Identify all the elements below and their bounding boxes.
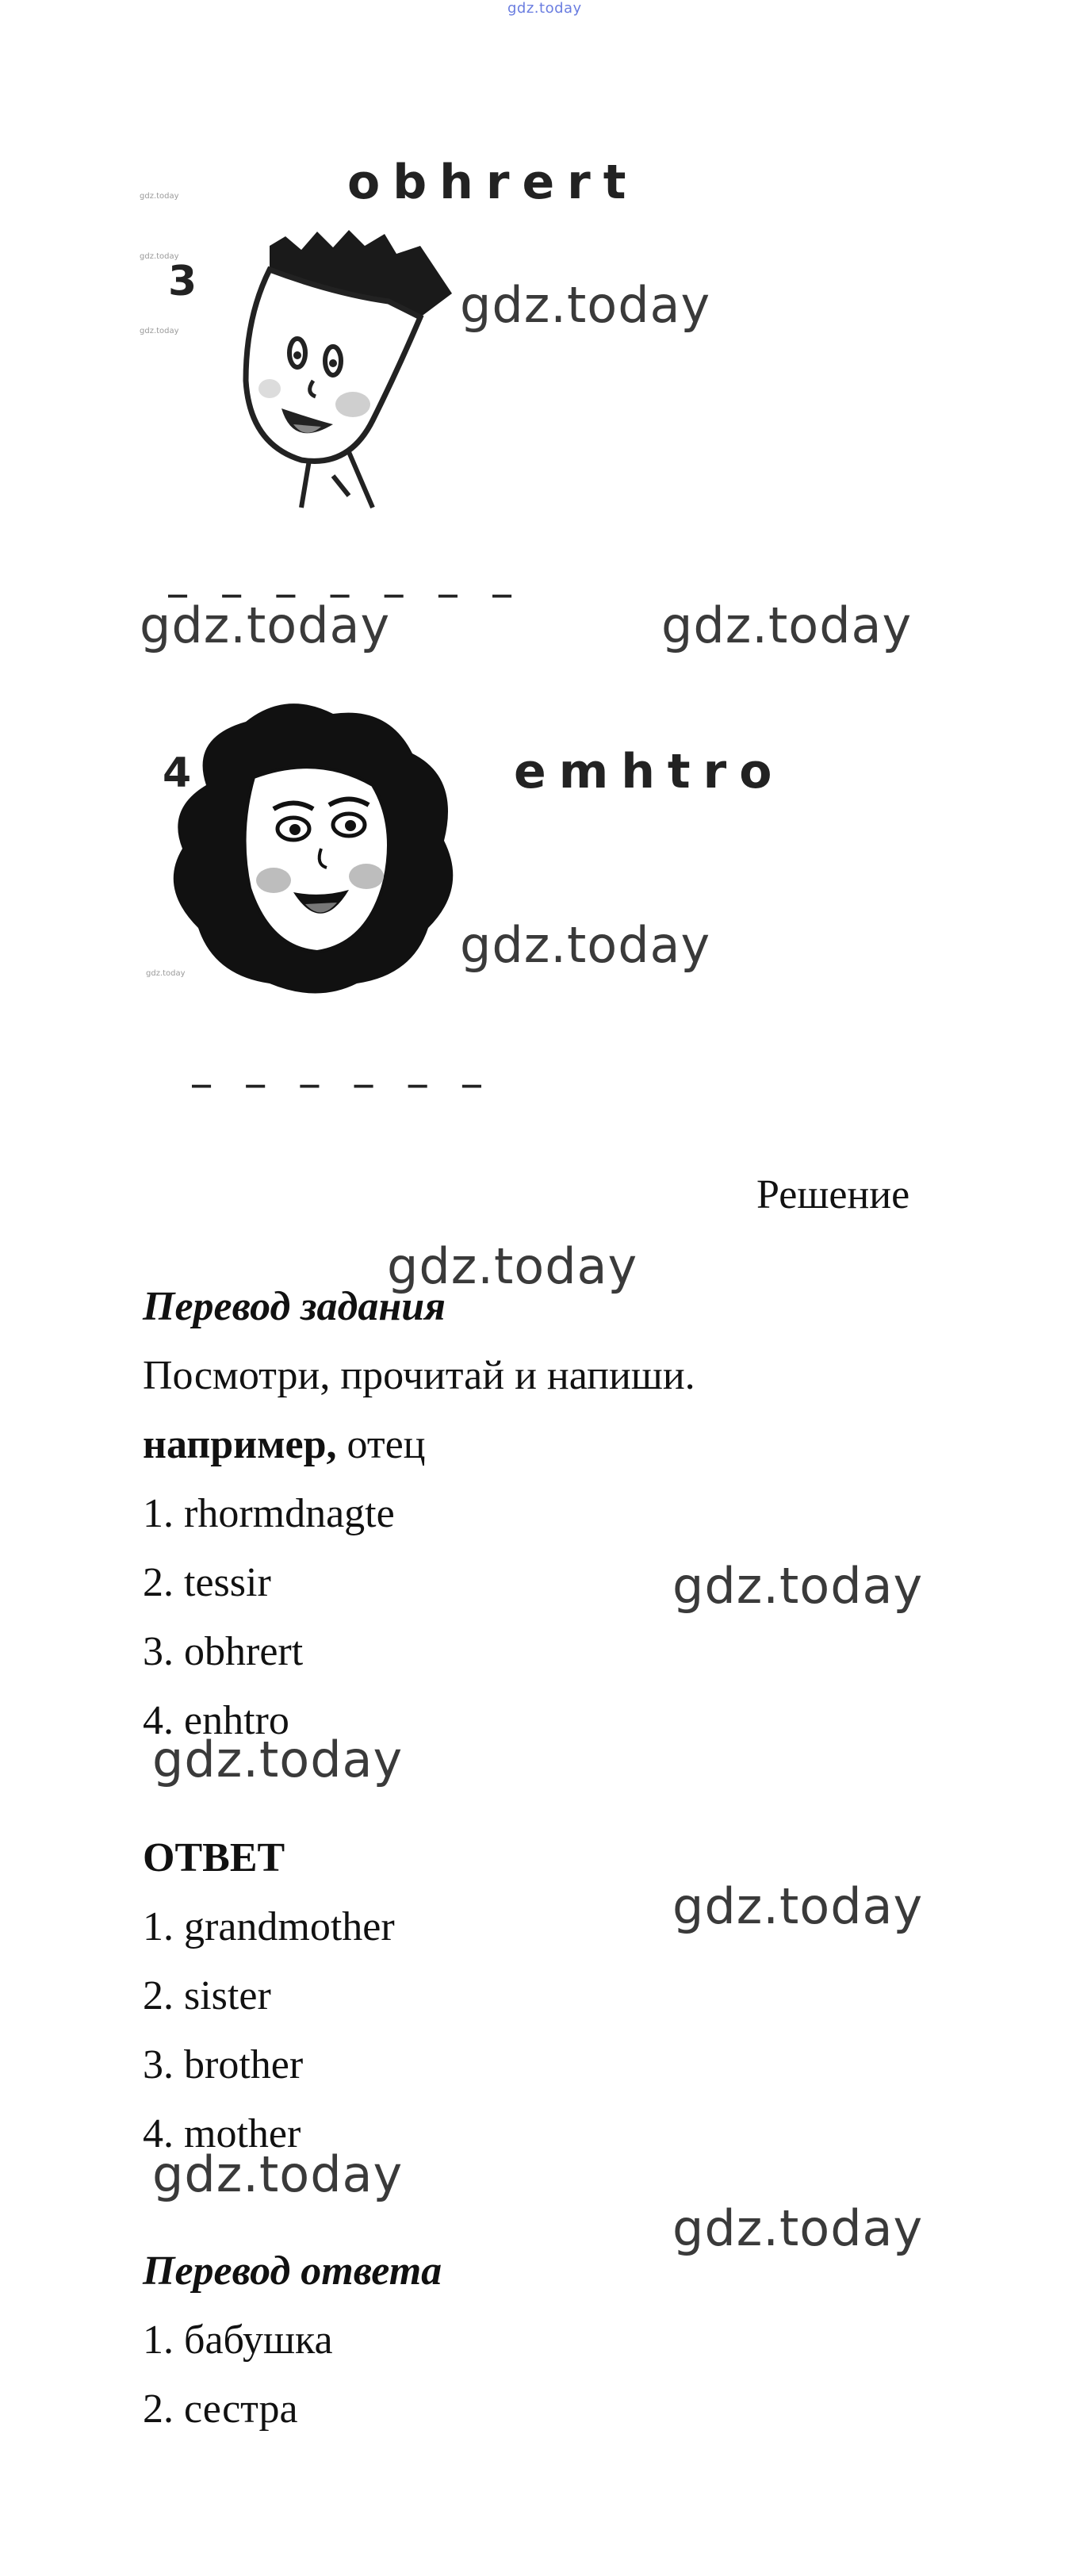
solution-heading: Решение: [756, 1172, 910, 1217]
answer-list-item: 3. brother: [143, 2042, 304, 2087]
example-line: [143, 1421, 426, 1468]
watermark-tiny: gdz.today: [146, 969, 186, 978]
scrambled-list-item: 2. tessir: [143, 1560, 271, 1605]
watermark: gdz.today: [152, 1731, 404, 1788]
item-number-4: 4: [163, 749, 192, 797]
instruction-text: Посмотри, прочитай и напиши.: [143, 1353, 695, 1398]
scrambled-list-item: 4. enhtro: [143, 1698, 289, 1743]
translation-list-item: 1. бабушка: [143, 2317, 333, 2363]
answer-list-item: 1. grandmother: [143, 1904, 395, 1949]
scrambled-word-4: emhtro: [514, 744, 785, 799]
answer-blanks-3: _ _ _ _ _ _ _: [168, 562, 520, 598]
watermark: gdz.today: [672, 1557, 924, 1615]
watermark: gdz.today: [661, 596, 913, 654]
translation-list-item: 2. сестра: [143, 2386, 298, 2432]
answer-list-item: 2. sister: [143, 1973, 271, 2018]
boy-face-illustration: [214, 222, 476, 523]
watermark: gdz.today: [152, 2145, 404, 2203]
answer-translation-title: Перевод ответа: [143, 2248, 442, 2294]
watermark: gdz.today: [672, 1877, 924, 1935]
watermark: gdz.today: [460, 276, 711, 334]
watermark-tiny: gdz.today: [140, 252, 179, 261]
answer-blanks-4: _ _ _ _ _ _: [192, 1052, 489, 1088]
example-label: например,: [143, 1422, 337, 1467]
scrambled-word-3: obhrert: [347, 155, 639, 210]
watermark: gdz.today: [460, 916, 711, 974]
watermark-top: gdz.today: [507, 0, 582, 17]
task-translation-title: Перевод задания: [143, 1284, 446, 1329]
item-number-3: 3: [168, 258, 197, 305]
answer-list-item: 4. mother: [143, 2111, 301, 2156]
answer-title: ОТВЕТ: [143, 1835, 285, 1880]
watermark: gdz.today: [672, 2199, 924, 2257]
scrambled-list-item: 1. rhormdnagte: [143, 1491, 395, 1536]
watermark-tiny: gdz.today: [140, 192, 179, 201]
scrambled-list-item: 3. obhrert: [143, 1629, 304, 1674]
watermark-tiny: gdz.today: [140, 327, 179, 335]
mother-face-illustration: [159, 690, 492, 999]
example-word: отец: [347, 1422, 426, 1467]
watermark: gdz.today: [387, 1237, 638, 1295]
watermark: gdz.today: [140, 596, 391, 654]
